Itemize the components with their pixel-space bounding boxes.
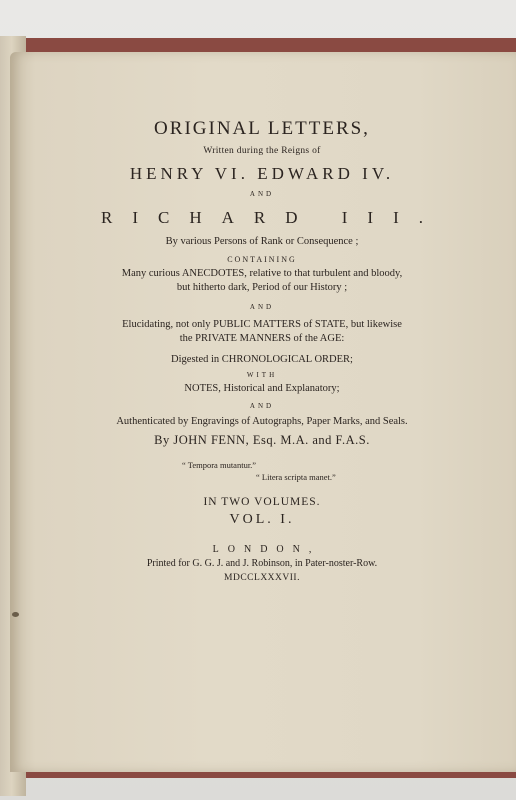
page-blemish bbox=[12, 612, 19, 617]
notes-line: NOTES, Historical and Explanatory; bbox=[184, 383, 340, 394]
author-line: By JOHN FENN, Esq. M.A. and F.A.S. bbox=[154, 433, 370, 447]
motto-2: “ Litera scripta manet.” bbox=[256, 472, 336, 482]
volume-number: VOL. I. bbox=[229, 512, 295, 527]
kings-line-2: RICHARD III. bbox=[101, 208, 443, 227]
anecdotes-line-1: Many curious ANECDOTES, relative to that turbulent and bloody, bbox=[121, 268, 403, 279]
with-line: WITH bbox=[246, 371, 278, 379]
volumes-line: IN TWO VOLUMES. bbox=[203, 496, 321, 508]
kings-line-1: HENRY VI. EDWARD IV. bbox=[129, 164, 395, 183]
imprint-city: LONDON, bbox=[212, 544, 321, 555]
elucidating-line-1: Elucidating, not only PUBLIC MATTERS of STATE, but likewise bbox=[122, 319, 402, 330]
containing-line: CONTAINING bbox=[227, 255, 297, 264]
and-connector-1: AND bbox=[249, 190, 275, 198]
and-connector-3: AND bbox=[249, 402, 275, 410]
imprint-printer: Printed for G. G. J. and J. Robinson, in Pater-noster-Row. bbox=[146, 558, 378, 569]
authenticated-line: Authenticated by Engravings of Autographs, Paper Marks, and Seals. bbox=[116, 416, 408, 427]
motto-1: “ Tempora mutantur.” bbox=[182, 460, 257, 470]
and-connector-2: AND bbox=[249, 303, 275, 311]
book-title: ORIGINAL LETTERS, bbox=[154, 118, 370, 139]
anecdotes-line-2: but hitherto dark, Period of our History ; bbox=[176, 282, 348, 293]
elucidating-line-2: the PRIVATE MANNERS of the AGE: bbox=[179, 333, 345, 344]
written-line: Written during the Reigns of bbox=[203, 146, 321, 156]
imprint-date: MDCCLXXXVII. bbox=[224, 573, 300, 583]
digested-line: Digested in CHRONOLOGICAL ORDER; bbox=[171, 354, 353, 365]
by-various-line: By various Persons of Rank or Consequence ; bbox=[165, 236, 359, 247]
title-page-text bbox=[24, 64, 500, 583]
